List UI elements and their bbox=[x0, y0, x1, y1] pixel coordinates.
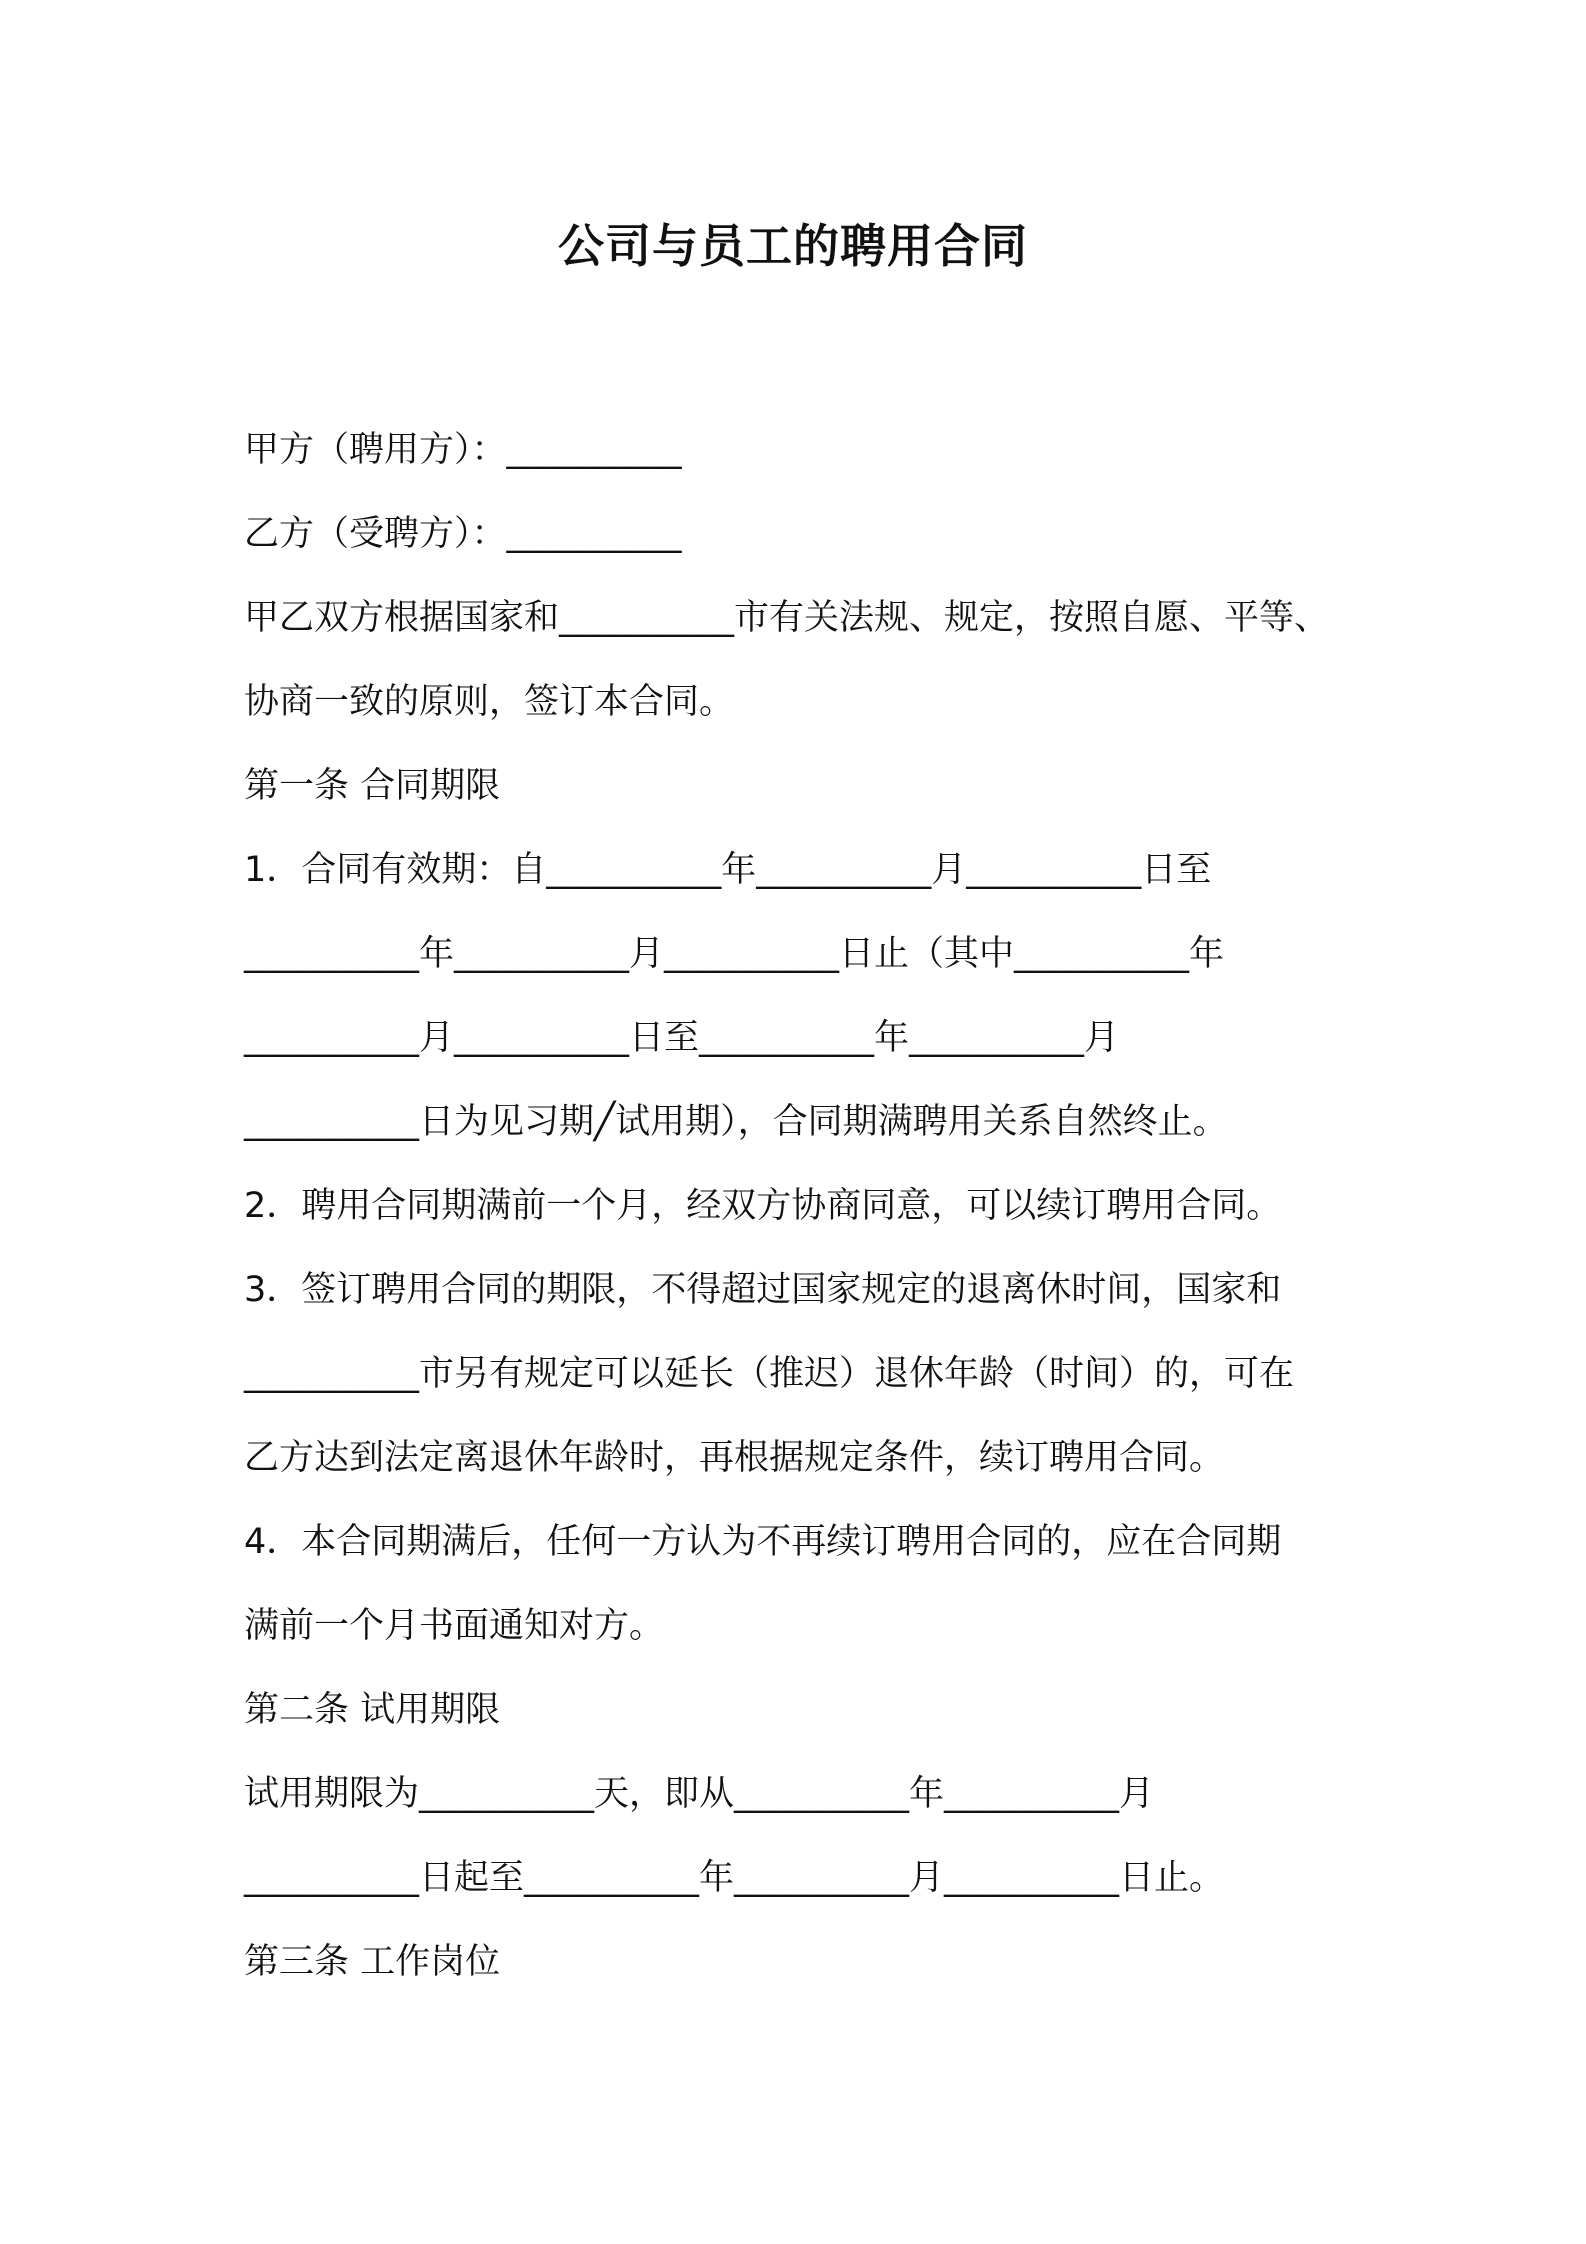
probation-line-2: __________日起至__________年__________月__________日止。 bbox=[244, 1858, 1225, 1898]
clause-1-line-3: __________月__________日至__________年__________月 bbox=[244, 1018, 1120, 1058]
clause-2-line-1: 2．聘用合同期满前一个月，经双方协商同意，可以续订聘用合同。 bbox=[244, 1186, 1282, 1226]
party-a-line: 甲方（聘用方）：__________ bbox=[244, 430, 682, 470]
article-3-heading: 第三条 工作岗位 bbox=[244, 1942, 501, 1982]
clause-1-line-2: __________年__________月__________日止（其中__________年 bbox=[244, 934, 1225, 974]
preamble-line-2: 协商一致的原则，签订本合同。 bbox=[244, 682, 735, 722]
probation-line-1: 试用期限为__________天，即从__________年__________月 bbox=[244, 1774, 1155, 1814]
clause-3-line-1: 3．签订聘用合同的期限，不得超过国家规定的退离休时间，国家和 bbox=[244, 1270, 1282, 1310]
party-b-line: 乙方（受聘方）：__________ bbox=[244, 514, 682, 554]
clause-3-line-3: 乙方达到法定离退休年龄时，再根据规定条件，续订聘用合同。 bbox=[244, 1438, 1225, 1478]
clause-4-line-2: 满前一个月书面通知对方。 bbox=[244, 1606, 665, 1646]
preamble-line-1: 甲乙双方根据国家和__________市有关法规、规定，按照自愿、平等、 bbox=[244, 598, 1330, 638]
article-1-heading: 第一条 合同期限 bbox=[244, 766, 501, 806]
document-title: 公司与员工的聘用合同 bbox=[558, 219, 1028, 273]
document-body bbox=[244, 408, 1364, 2004]
clause-4-line-1: 4．本合同期满后，任何一方认为不再续订聘用合同的，应在合同期 bbox=[244, 1522, 1282, 1562]
clause-1-line-1: 1．合同有效期：自__________年__________月__________日至 bbox=[244, 850, 1212, 890]
clause-3-line-2: __________市另有规定可以延长（推迟）退休年龄（时间）的，可在 bbox=[244, 1354, 1295, 1394]
clause-1-line-4: __________日为见习期╱试用期），合同期满聘用关系自然终止。 bbox=[244, 1102, 1228, 1142]
article-2-heading: 第二条 试用期限 bbox=[244, 1690, 501, 1730]
